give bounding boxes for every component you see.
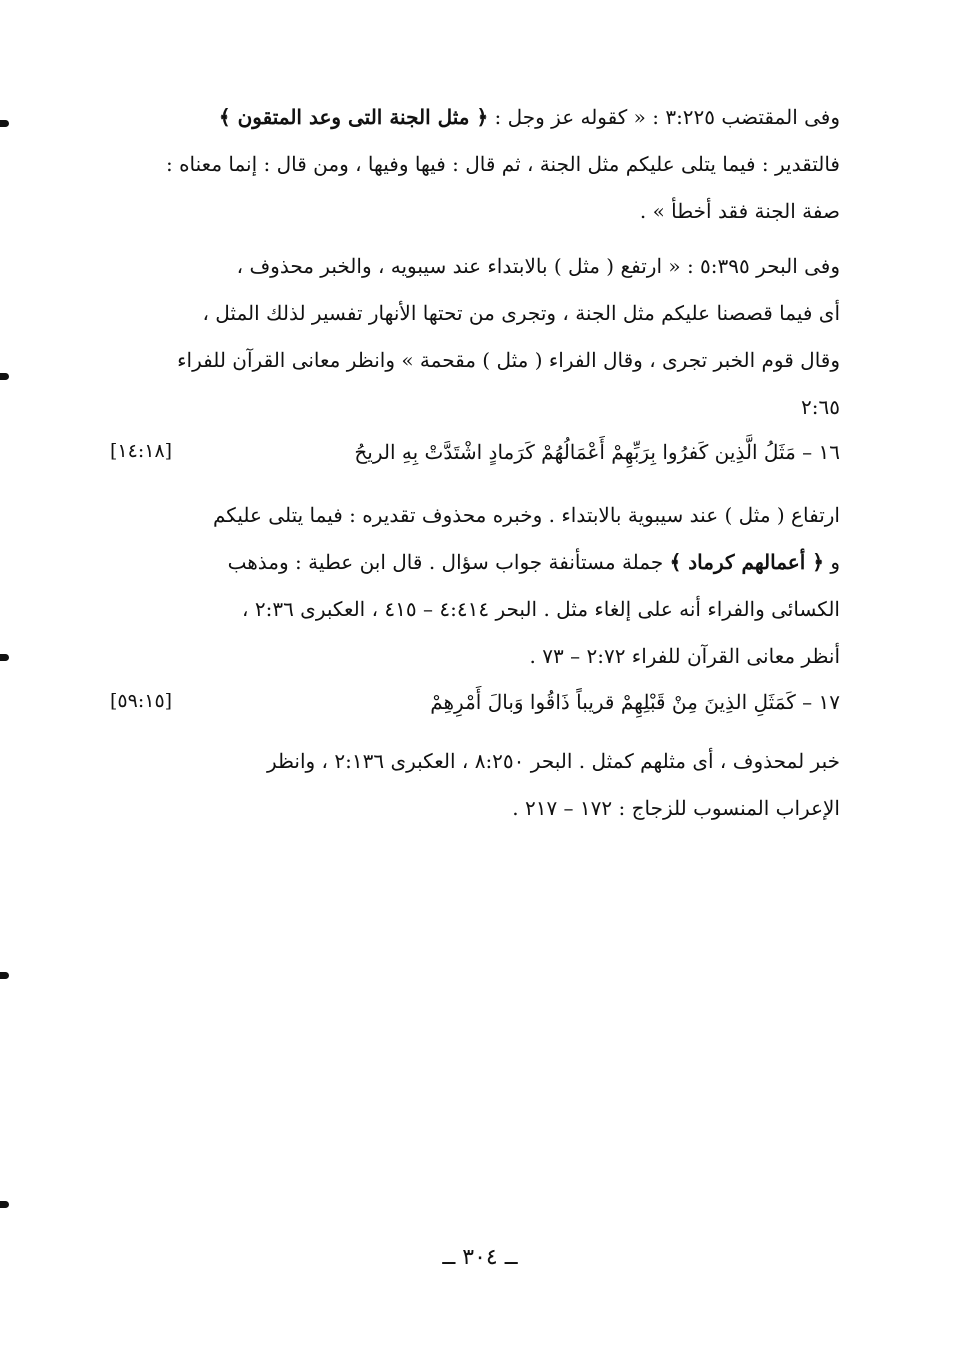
- paragraph-muqtadab: [110, 94, 840, 235]
- text-line: [110, 94, 840, 141]
- entry-verse: [354, 440, 840, 464]
- text-line: فالتقدير : فيما يتلى عليكم مثل الجنة ، ثم قال : فيها وفيها ، ومن قال : إنما معناه :: [165, 152, 840, 176]
- quran-quote: ﴿ أعمالهم كرماد ﴾: [669, 550, 824, 574]
- text-segment: وفى المقتضب ٣:٢٢٥ : « كقوله عز وجل :: [494, 105, 840, 129]
- scan-edge-mark: [0, 373, 9, 380]
- text-line: ٢:٦٥: [801, 395, 840, 419]
- entry-number: ١٧ –: [802, 690, 840, 714]
- entry-16-heading: [110, 440, 840, 480]
- page-number: ــ ٣٠٤ ــ: [442, 1245, 518, 1270]
- scan-edge-mark: [0, 654, 9, 661]
- paragraph-entry-17-commentary: [110, 738, 840, 832]
- text-line: ارتفاع ( مثل ) عند سيبوية بالابتداء . وخبره محذوف تقديره : فيما يتلى عليكم: [212, 503, 840, 527]
- text-line: الكسائى والفراء أنه على إلغاء مثل . البحر ٤:٤١٤ – ٤١٥ ، العكبرى ٢:٣٦ ،: [242, 597, 840, 621]
- entry-verse: [430, 690, 840, 714]
- text-segment: و: [830, 550, 840, 574]
- scan-edge-mark: [0, 1201, 9, 1208]
- paragraph-bahr: [110, 243, 840, 431]
- verse-text: مَثَلُ الَّذِين كَفرُوا بِرَبِّهِمْ أَعْمَالُهُمْ كَرَمادٍ اشْتَدَّتْ بِهِ الريحُ: [354, 440, 796, 464]
- paragraph-entry-16-commentary: [110, 492, 840, 680]
- verse-text: كَمَثَلِ الذِينَ مِنْ قَبْلِهِمْ قريباً ذَاقُوا وَبالَ أَمْرِهِمْ: [430, 690, 796, 714]
- text-line: وفى البحر ٥:٣٩٥ : « ارتفع ( مثل ) بالابتداء عند سيبويه ، والخبر محذوف ،: [236, 254, 840, 278]
- text-line: الإعراب المنسوب للزجاج : ١٧٢ – ٢١٧ .: [512, 796, 840, 820]
- text-line: وقال قوم الخبر تجرى ، وقال الفراء ( مثل ) مقحمة » وانظر معانى القرآن للفراء: [177, 348, 840, 372]
- text-segment: جملة مستأنفة جواب سؤال . قال ابن عطية : ومذهب: [227, 550, 664, 574]
- text-line: أنظر معانى القرآن للفراء ٢:٧٢ – ٧٣ .: [529, 644, 840, 668]
- text-line: خبر لمحذوف ، أى مثلهم كمثل . البحر ٨:٢٥٠ ، العكبرى ٢:١٣٦ ، وانظر: [266, 749, 840, 773]
- text-line: أى فيما قصصنا عليكم مثل الجنة ، وتجرى من تحتها الأنهار تفسير لذلك المثل ،: [202, 301, 840, 325]
- text-line: صفة الجنة فقد أخطأ » .: [639, 199, 840, 223]
- verse-reference: [١٤:١٨]: [110, 440, 173, 462]
- entry-17-heading: [110, 690, 840, 730]
- entry-number: ١٦ –: [802, 440, 840, 464]
- text-line: [110, 539, 840, 586]
- verse-reference: [٥٩:١٥]: [110, 690, 173, 712]
- scan-edge-mark: [0, 972, 9, 979]
- quran-quote: ﴿ مثل الجنة التى وعد المتقون ﴾: [218, 105, 489, 129]
- scan-edge-mark: [0, 120, 9, 127]
